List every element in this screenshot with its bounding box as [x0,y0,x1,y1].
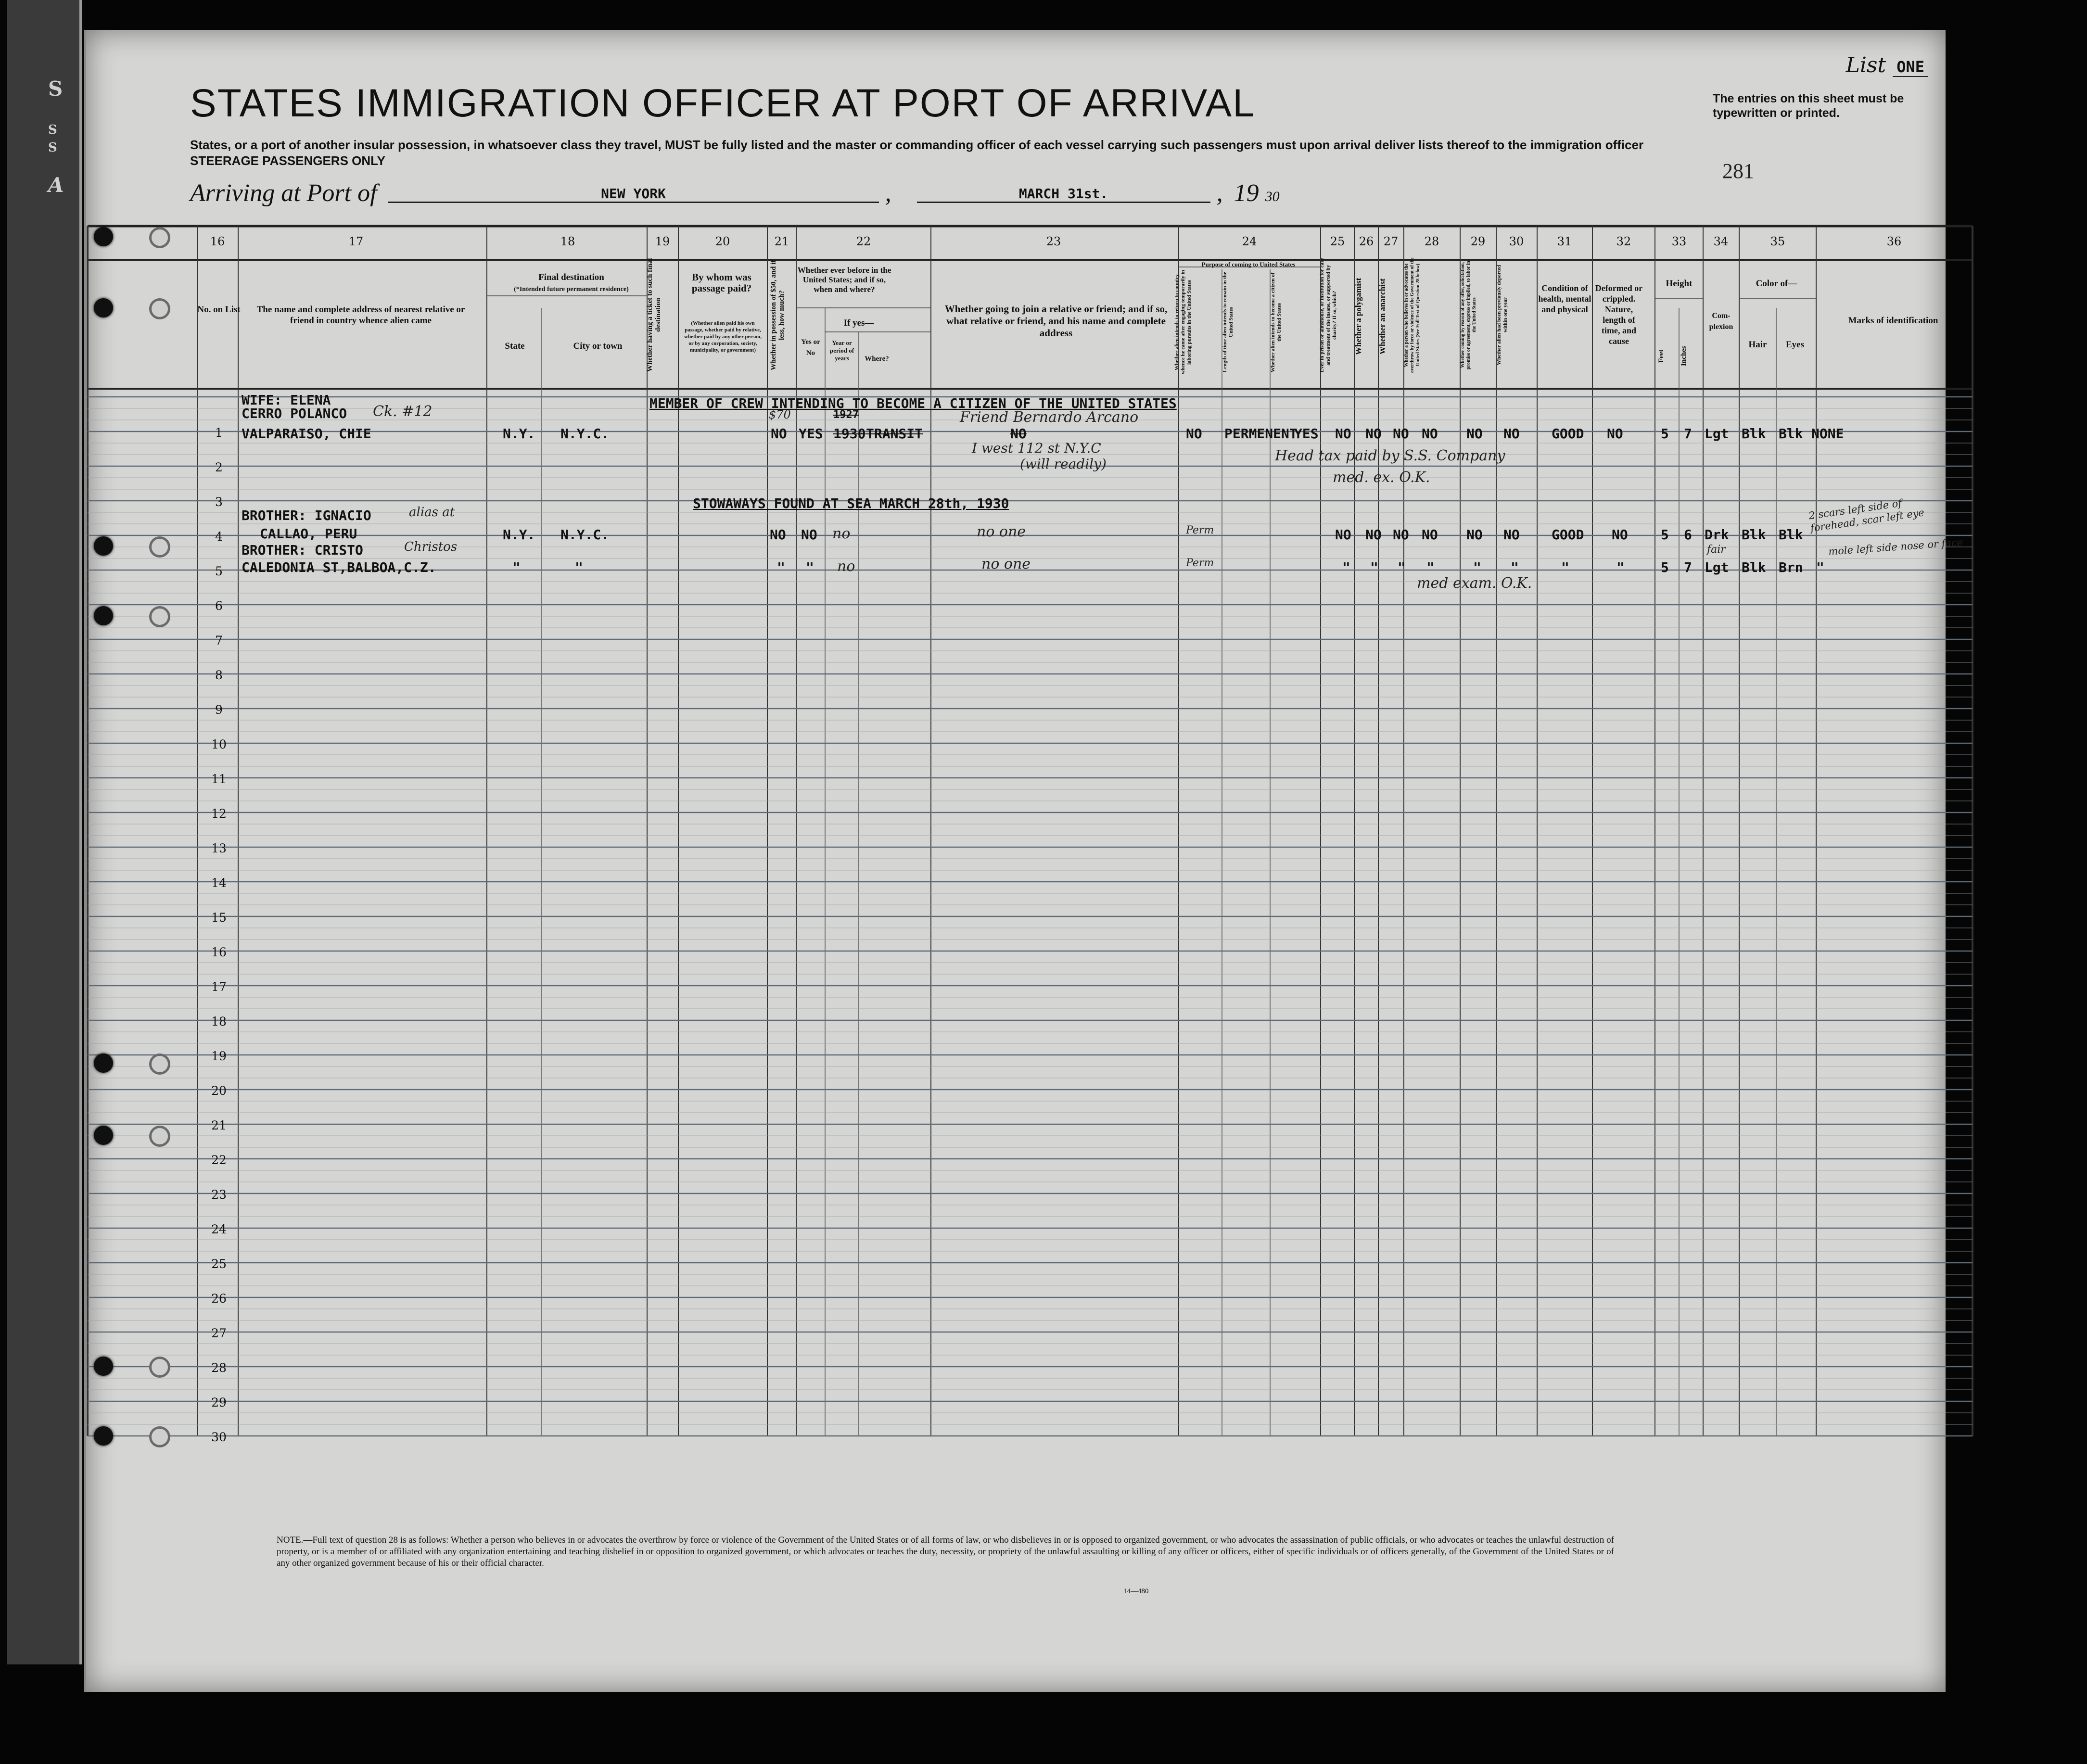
handwritten-note: no one [977,523,1026,540]
binder-hole [94,298,113,317]
destination-city: N.Y.C. [560,527,610,543]
binder-hole [149,1126,170,1147]
column-number: 23 [1046,235,1061,248]
prison-value: NO [1335,426,1351,442]
row-number: 24 [211,1222,227,1236]
health-value: GOOD [1552,426,1584,442]
row-number: 15 [211,911,227,925]
header-joining-relative: Whether going to join a relative or friend; and if so, what relative or friend, and his name and complete address [944,303,1168,339]
hair-value: Blk [1742,559,1766,575]
ditto-mark: " [1426,559,1435,575]
column-number: 17 [348,235,364,248]
page-title: STATES IMMIGRATION OFFICER AT PORT OF ARRIVAL [190,81,1256,125]
deformed-value: NO [1607,426,1623,442]
row-number: 30 [211,1430,227,1444]
edge-letter: S [48,77,63,101]
list-number [1846,53,1928,77]
list-label: List [1845,53,1886,77]
header-height: Height [1666,279,1693,289]
row-number: 1 [215,426,223,440]
handwritten-note: no [832,525,851,542]
column-number: 22 [856,235,871,248]
deformed-value: NO [1612,527,1628,543]
row-number: 9 [215,703,223,717]
row-number: 21 [211,1118,227,1132]
header-year-period: Year or period of years [829,339,854,362]
column-number: 27 [1383,235,1399,248]
row-number: 11 [211,772,227,786]
row-number: 19 [211,1049,227,1063]
arriving-label: Arriving at Port of [190,179,377,207]
typewritten-note: The entries on this sheet must be typewritten or printed. [1713,92,1904,120]
binder-hole [149,298,170,319]
row-number: 16 [211,945,227,959]
eyes-value: Brn [1779,559,1803,575]
handwritten-note: med exam. O.K. [1417,575,1532,592]
header-relative-address: The name and complete address of nearest relative or friend in country whence alien came [256,305,465,326]
header-deformed: Deformed or crippled. Nature, length of time, and cause [1595,283,1643,346]
binder-hole [94,1053,113,1073]
handwritten-note: fair [1707,544,1726,556]
header-marks: Marks of identification [1848,316,1938,326]
header-deported: Whether alien had been previously deported within one year [1496,265,1508,366]
header-complexion: Com-plexion [1709,312,1733,331]
joining-value: NO [1010,426,1027,442]
row-number: 10 [211,737,227,751]
row-number: 28 [211,1361,227,1375]
handwritten-note: alias at [409,505,455,520]
handwritten-note: I west 112 st N.Y.C [972,440,1101,456]
header-anarchist: Whether an anarchist [1378,278,1387,355]
ditto-mark: " [1473,559,1481,575]
header-state: State [505,341,525,351]
eyes-value: Blk [1779,527,1803,543]
complexion-value: Lgt [1705,559,1729,575]
row-number: 22 [211,1153,227,1167]
handwritten-note: Head tax paid by S.S. Company [1275,447,1505,464]
header-passage-note: (Whether alien paid his own passage, whether paid by relative, whether paid by any other person, or by any corporation, society, municipality, or government) [684,320,762,353]
row-number: 8 [215,668,223,682]
complexion-value: Lgt [1705,426,1729,442]
column-number: 29 [1470,235,1486,248]
binder-hole [94,606,113,625]
header-if-yes: If yes— [843,318,874,328]
year-value: 1930 [833,426,866,442]
column-number: 19 [655,235,670,248]
deported-value: NO [1503,527,1520,543]
anarchist-value: NO [1393,426,1409,442]
ditto-mark: " [512,559,521,575]
row-number: 18 [211,1015,227,1028]
hair-value: Blk [1742,426,1766,442]
header-purpose-citizen: Whether alien intends to become a citizen of the United States [1270,272,1282,372]
header-where: Where? [865,355,889,363]
column-number: 25 [1330,235,1345,248]
instructions-line: States, or a port of another insular possession, in whatsoever class they travel, MUST be fully listed and the master or commanding officer of each vessel carrying such passengers must upon arrival deliver lists thereof to the immigration officer [190,138,1644,152]
ditto-mark: " [1342,559,1350,575]
header-money: Whether in possession of $50, and if less, how much? [770,260,786,370]
column-number: 26 [1359,235,1374,248]
row-number: 13 [211,841,227,855]
feet-value: 5 [1661,527,1669,543]
complexion-value: Drk [1705,527,1729,543]
ditto-mark: " [777,559,785,575]
polygamist-value: NO [1365,527,1382,543]
header-purpose-length: Length of time alien intends to remain in the United States [1222,272,1234,373]
header-city: City or town [573,341,623,351]
header-purpose-return: Whether alien intends to return to country whence he came after engaging temporarily in laboring pursuits in the United States [1174,270,1192,375]
binder-hole [149,536,170,558]
handwritten-note: Christos [404,540,458,554]
ditto-mark: " [806,559,814,575]
inches-value: 7 [1684,426,1692,442]
handwritten-note: Ck. #12 [373,403,433,420]
column-number: 30 [1509,235,1524,248]
ditto-mark: " [575,559,583,575]
where-value: TRANSIT [866,426,923,442]
handwritten-note: no [837,558,855,575]
offer-value: NO [1466,426,1483,442]
header-polygamist: Whether a polygamist [1354,278,1363,355]
money-value: NO [771,426,787,442]
binder-hole [94,1357,113,1376]
inches-value: 6 [1684,527,1692,543]
column-number: 20 [715,235,730,248]
hair-value: Blk [1742,527,1766,543]
header-purpose: Purpose of coming to United States [1201,261,1296,268]
ditto-mark: " [1616,559,1625,575]
row-number: 26 [211,1292,227,1306]
deported-value: NO [1503,426,1520,442]
destination-state: N.Y. [503,426,535,442]
binder-hole [94,1126,113,1145]
column-number: 35 [1770,235,1785,248]
ever-before-value: NO [801,527,817,543]
row-number: 14 [211,876,227,890]
row-number: 4 [215,530,223,544]
port-field: NEW YORK [388,186,879,203]
edge-letter: S [48,140,57,155]
row-number: 29 [211,1396,227,1409]
column-number: 18 [560,235,575,248]
header-feet: Feet [1657,349,1665,363]
row-number: 3 [215,495,223,509]
binder-hole [149,606,170,627]
binder-hole [94,536,113,556]
marks-value: NONE [1811,426,1844,442]
ditto-mark: " [1511,559,1519,575]
inches-value: 7 [1684,559,1692,575]
header-passage-paid: By whom was passage paid? [691,271,752,294]
binder-hole [149,227,170,248]
crew-note: MEMBER OF CREW INTENDING TO BECOME A CITIZEN OF THE UNITED STATES [649,395,1177,411]
destination-state: N.Y. [503,527,535,543]
handwritten-note: med. ex. O.K. [1333,469,1430,486]
destination-city: N.Y.C. [560,426,610,442]
offer-value: NO [1466,527,1483,543]
binder-hole [149,1426,170,1447]
ditto-mark: " [1816,559,1824,575]
column-number: 16 [210,235,225,248]
footnote-question-28: NOTE.—Full text of question 28 is as follows: Whether a person who believes in or advocates the overthrow by force or violence of the Government of the United States or of all forms of law, or who disbelieves in or is opposed to organized government, or who advocates the assassination of public officials, or who advocates or teaches the unlawful destruction of property, or is a member of or affiliated with any organization entertaining and teaching disbelief in or opposition to organized government, or which advocates or teaches the duty, necessity, or propriety of the unlawful assaulting or killing of any officer or officers, either of specific individuals or of officers generally, of the Government of the United States or of any other organized government because of his or their official character. [277,1535,1614,1568]
arrival-line: Arriving at Port of NEW YORK , MARCH 31st. , 19 30 [190,179,1280,207]
header-final-destination-note: (*Intended future permanent residence) [514,286,629,293]
purpose-citizen-value: YES [1294,426,1319,442]
row-number: 6 [215,599,223,613]
handwritten-marks: 2 scars left side of forehead, scar left eye [1807,497,1925,534]
binder-hole [94,227,113,246]
header-hair: Hair [1748,340,1767,350]
ditto-mark: " [1370,559,1378,575]
edge-letter: A [48,173,64,197]
handwritten-note: no one [981,556,1031,572]
polygamist-value: NO [1365,426,1382,442]
money-value: NO [770,527,786,543]
header-yes-no: Yes or No [801,338,820,357]
relative-name: BROTHER: IGNACIO [242,508,371,523]
binder-hole [149,1053,170,1075]
year-value-struck: 1927 [833,409,859,421]
column-number: 21 [774,235,789,248]
header-overthrow: Whether a person who believes in or advocates the overthrow by force or violence of the Government of the United States (See Full Text of Question 28 below) [1404,257,1421,373]
purpose-length-value: PERMENENT [1224,426,1298,442]
row-number: 20 [211,1084,227,1098]
stowaway-note: STOWAWAYS FOUND AT SEA MARCH 28th, 1930 [693,495,1009,511]
sheet-number: 281 [1722,159,1754,183]
column-number: 28 [1424,235,1439,248]
ditto-mark: " [1561,559,1569,575]
relative-city: CALEDONIA ST,BALBOA,C.Z. [242,559,436,575]
edge-letter: S [48,123,57,137]
form-code: 14—480 [1123,1587,1149,1595]
header-ticket: Whether having a ticket to such final destination [646,258,662,372]
feet-value: 5 [1661,559,1669,575]
ditto-mark: " [1398,559,1406,575]
ever-before-value: YES [799,426,823,442]
row-number: 2 [215,460,223,474]
column-number: 31 [1557,235,1572,248]
prison-value: NO [1335,527,1351,543]
column-number: 24 [1242,235,1257,248]
relative-city: CALLAO, PERU [260,526,357,542]
list-value: ONE [1893,58,1928,77]
header-offer-contract: Whether coming by reason of any offer, solicitation, promise or agreement, express or implied, to labor in the United States [1460,261,1477,369]
header-no-on-list: No. on List [197,305,241,315]
binder-hole [94,1426,113,1446]
anarchist-value: NO [1393,527,1409,543]
overthrow-value: NO [1422,426,1438,442]
eyes-value: Blk [1779,426,1803,442]
row-number: 17 [211,980,227,994]
relative-name: BROTHER: CRISTO [242,542,363,558]
row-number: 27 [211,1326,227,1340]
feet-value: 5 [1661,426,1669,442]
header-condition: Condition of health, mental and physical [1538,283,1591,314]
binder-hole [149,1357,170,1378]
year-suffix: 30 [1265,189,1280,204]
steerage-label: STEERAGE PASSENGERS ONLY [190,153,385,168]
header-prison: Ever in prison or almshouse, or institution for care and treatment of the insane, or supported by charity? If so, which? [1319,258,1337,372]
handwritten-marks: mole left side nose or face [1828,536,1963,558]
header-inches: Inches [1680,346,1688,366]
overthrow-value: NO [1422,527,1438,543]
health-value: GOOD [1552,527,1584,543]
handwritten-note: $70 [769,408,791,421]
handwritten-note: Perm [1186,524,1214,536]
header-ever-before: Whether ever before in the United States; and if so, when and where? [797,266,891,294]
column-number: 32 [1616,235,1631,248]
relative-name: WIFE: ELENA [242,392,331,408]
row-number: 5 [215,564,223,578]
relative-city: VALPARAISO, CHIE [242,426,371,442]
row-number: 7 [215,634,223,647]
handwritten-note: Friend Bernardo Arcano [960,409,1139,426]
header-eyes: Eyes [1786,340,1804,350]
purpose-return-value: NO [1186,426,1202,442]
handwritten-note: Perm [1186,557,1214,569]
row-number: 23 [211,1188,227,1202]
header-color-of: Color of— [1756,279,1797,289]
year-prefix: 19 [1234,179,1259,207]
column-number: 33 [1671,235,1687,248]
relative-street: CERRO POLANCO [242,406,347,421]
row-number: 12 [211,807,227,821]
row-number: 25 [211,1257,227,1271]
date-field: MARCH 31st. [917,186,1210,203]
instructions [190,137,1826,169]
column-number: 34 [1713,235,1729,248]
header-final-destination: Final destination [538,272,604,282]
column-number: 36 [1886,235,1902,248]
handwritten-note: (will readily) [1020,456,1107,472]
